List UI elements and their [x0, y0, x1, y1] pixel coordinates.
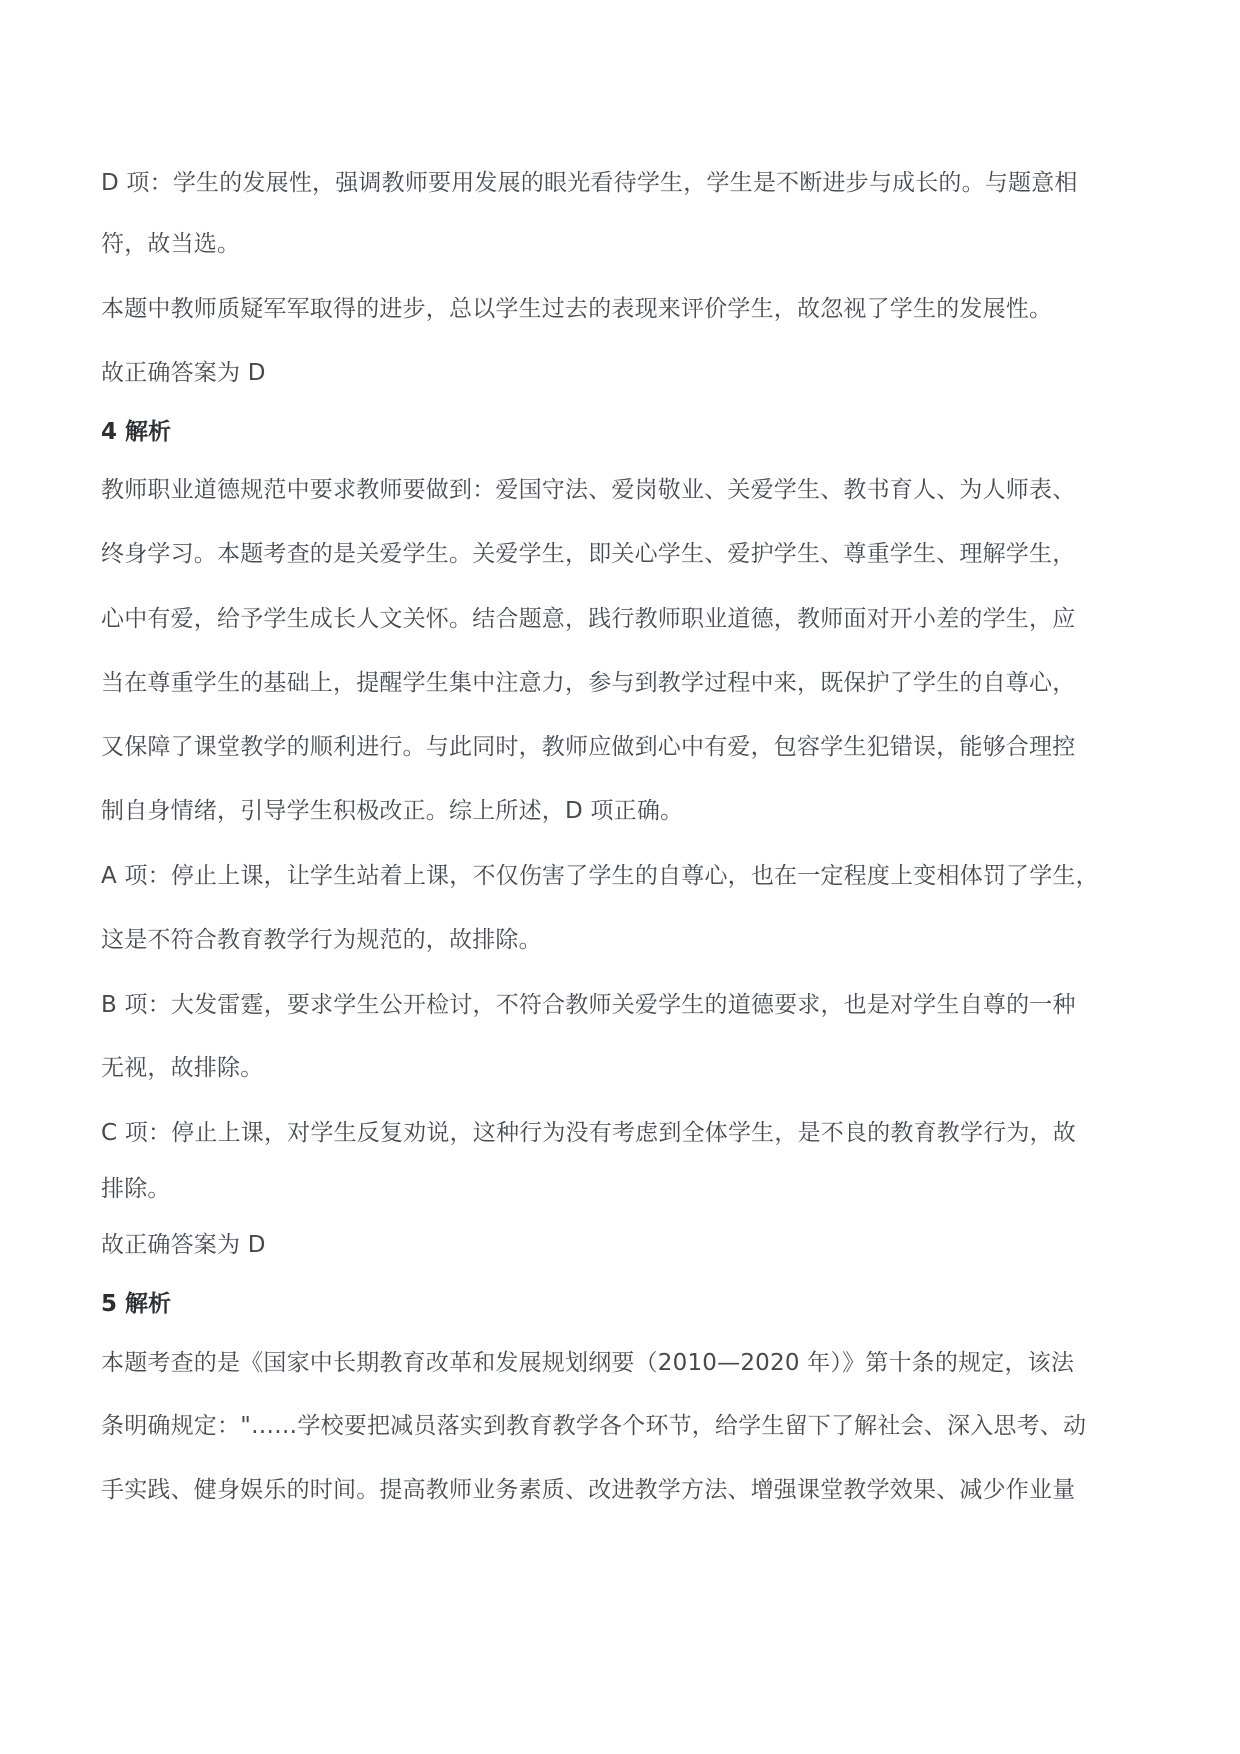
section-heading: 5 解析: [101, 1291, 172, 1317]
paragraph-line: 符，故当选。: [101, 231, 241, 257]
paragraph-line: 无视，故排除。: [101, 1055, 264, 1081]
paragraph-line: 排除。: [101, 1176, 171, 1202]
paragraph-line: A 项：停止上课，让学生站着上课，不仅伤害了学生的自尊心，也在一定程度上变相体罚了学生，: [101, 863, 1099, 889]
answer-line: 故正确答案为 D: [101, 1232, 266, 1258]
paragraph-line: 条明确规定："……学校要把减员落实到教育教学各个环节，给学生留下了解社会、深入思考、动: [101, 1413, 1087, 1439]
paragraph-line: 本题中教师质疑军军取得的进步，总以学生过去的表现来评价学生，故忽视了学生的发展性。: [101, 296, 1053, 322]
paragraph-line: D 项：学生的发展性，强调教师要用发展的眼光看待学生，学生是不断进步与成长的。与题意相: [101, 170, 1078, 196]
paragraph-line: 手实践、健身娱乐的时间。提高教师业务素质、改进教学方法、增强课堂教学效果、减少作业量: [101, 1477, 1076, 1503]
paragraph-line: 制自身情绪，引导学生积极改正。综上所述，D 项正确。: [101, 798, 684, 824]
section-heading: 4 解析: [101, 419, 172, 445]
paragraph-line: 又保障了课堂教学的顺利进行。与此同时，教师应做到心中有爱，包容学生犯错误，能够合理控: [101, 734, 1076, 760]
paragraph-line: 这是不符合教育教学行为规范的，故排除。: [101, 927, 542, 953]
paragraph-line: B 项：大发雷霆，要求学生公开检讨，不符合教师关爱学生的道德要求，也是对学生自尊的一种: [101, 992, 1076, 1018]
paragraph-line: 终身学习。本题考查的是关爱学生。关爱学生，即关心学生、爱护学生、尊重学生、理解学生，: [101, 541, 1076, 567]
paragraph-line: 教师职业道德规范中要求教师要做到：爱国守法、爱岗敬业、关爱学生、教书育人、为人师表、: [101, 477, 1076, 503]
answer-line: 故正确答案为 D: [101, 360, 266, 386]
paragraph-line: 当在尊重学生的基础上，提醒学生集中注意力，参与到教学过程中来，既保护了学生的自尊心，: [101, 670, 1076, 696]
paragraph-line: 本题考查的是《国家中长期教育改革和发展规划纲要（2010—2020 年）》第十条的规定，该法: [101, 1350, 1075, 1376]
paragraph-line: C 项：停止上课，对学生反复劝说，这种行为没有考虑到全体学生，是不良的教育教学行为，故: [101, 1120, 1076, 1146]
paragraph-line: 心中有爱，给予学生成长人文关怀。结合题意，践行教师职业道德，教师面对开小差的学生，应: [101, 606, 1076, 632]
